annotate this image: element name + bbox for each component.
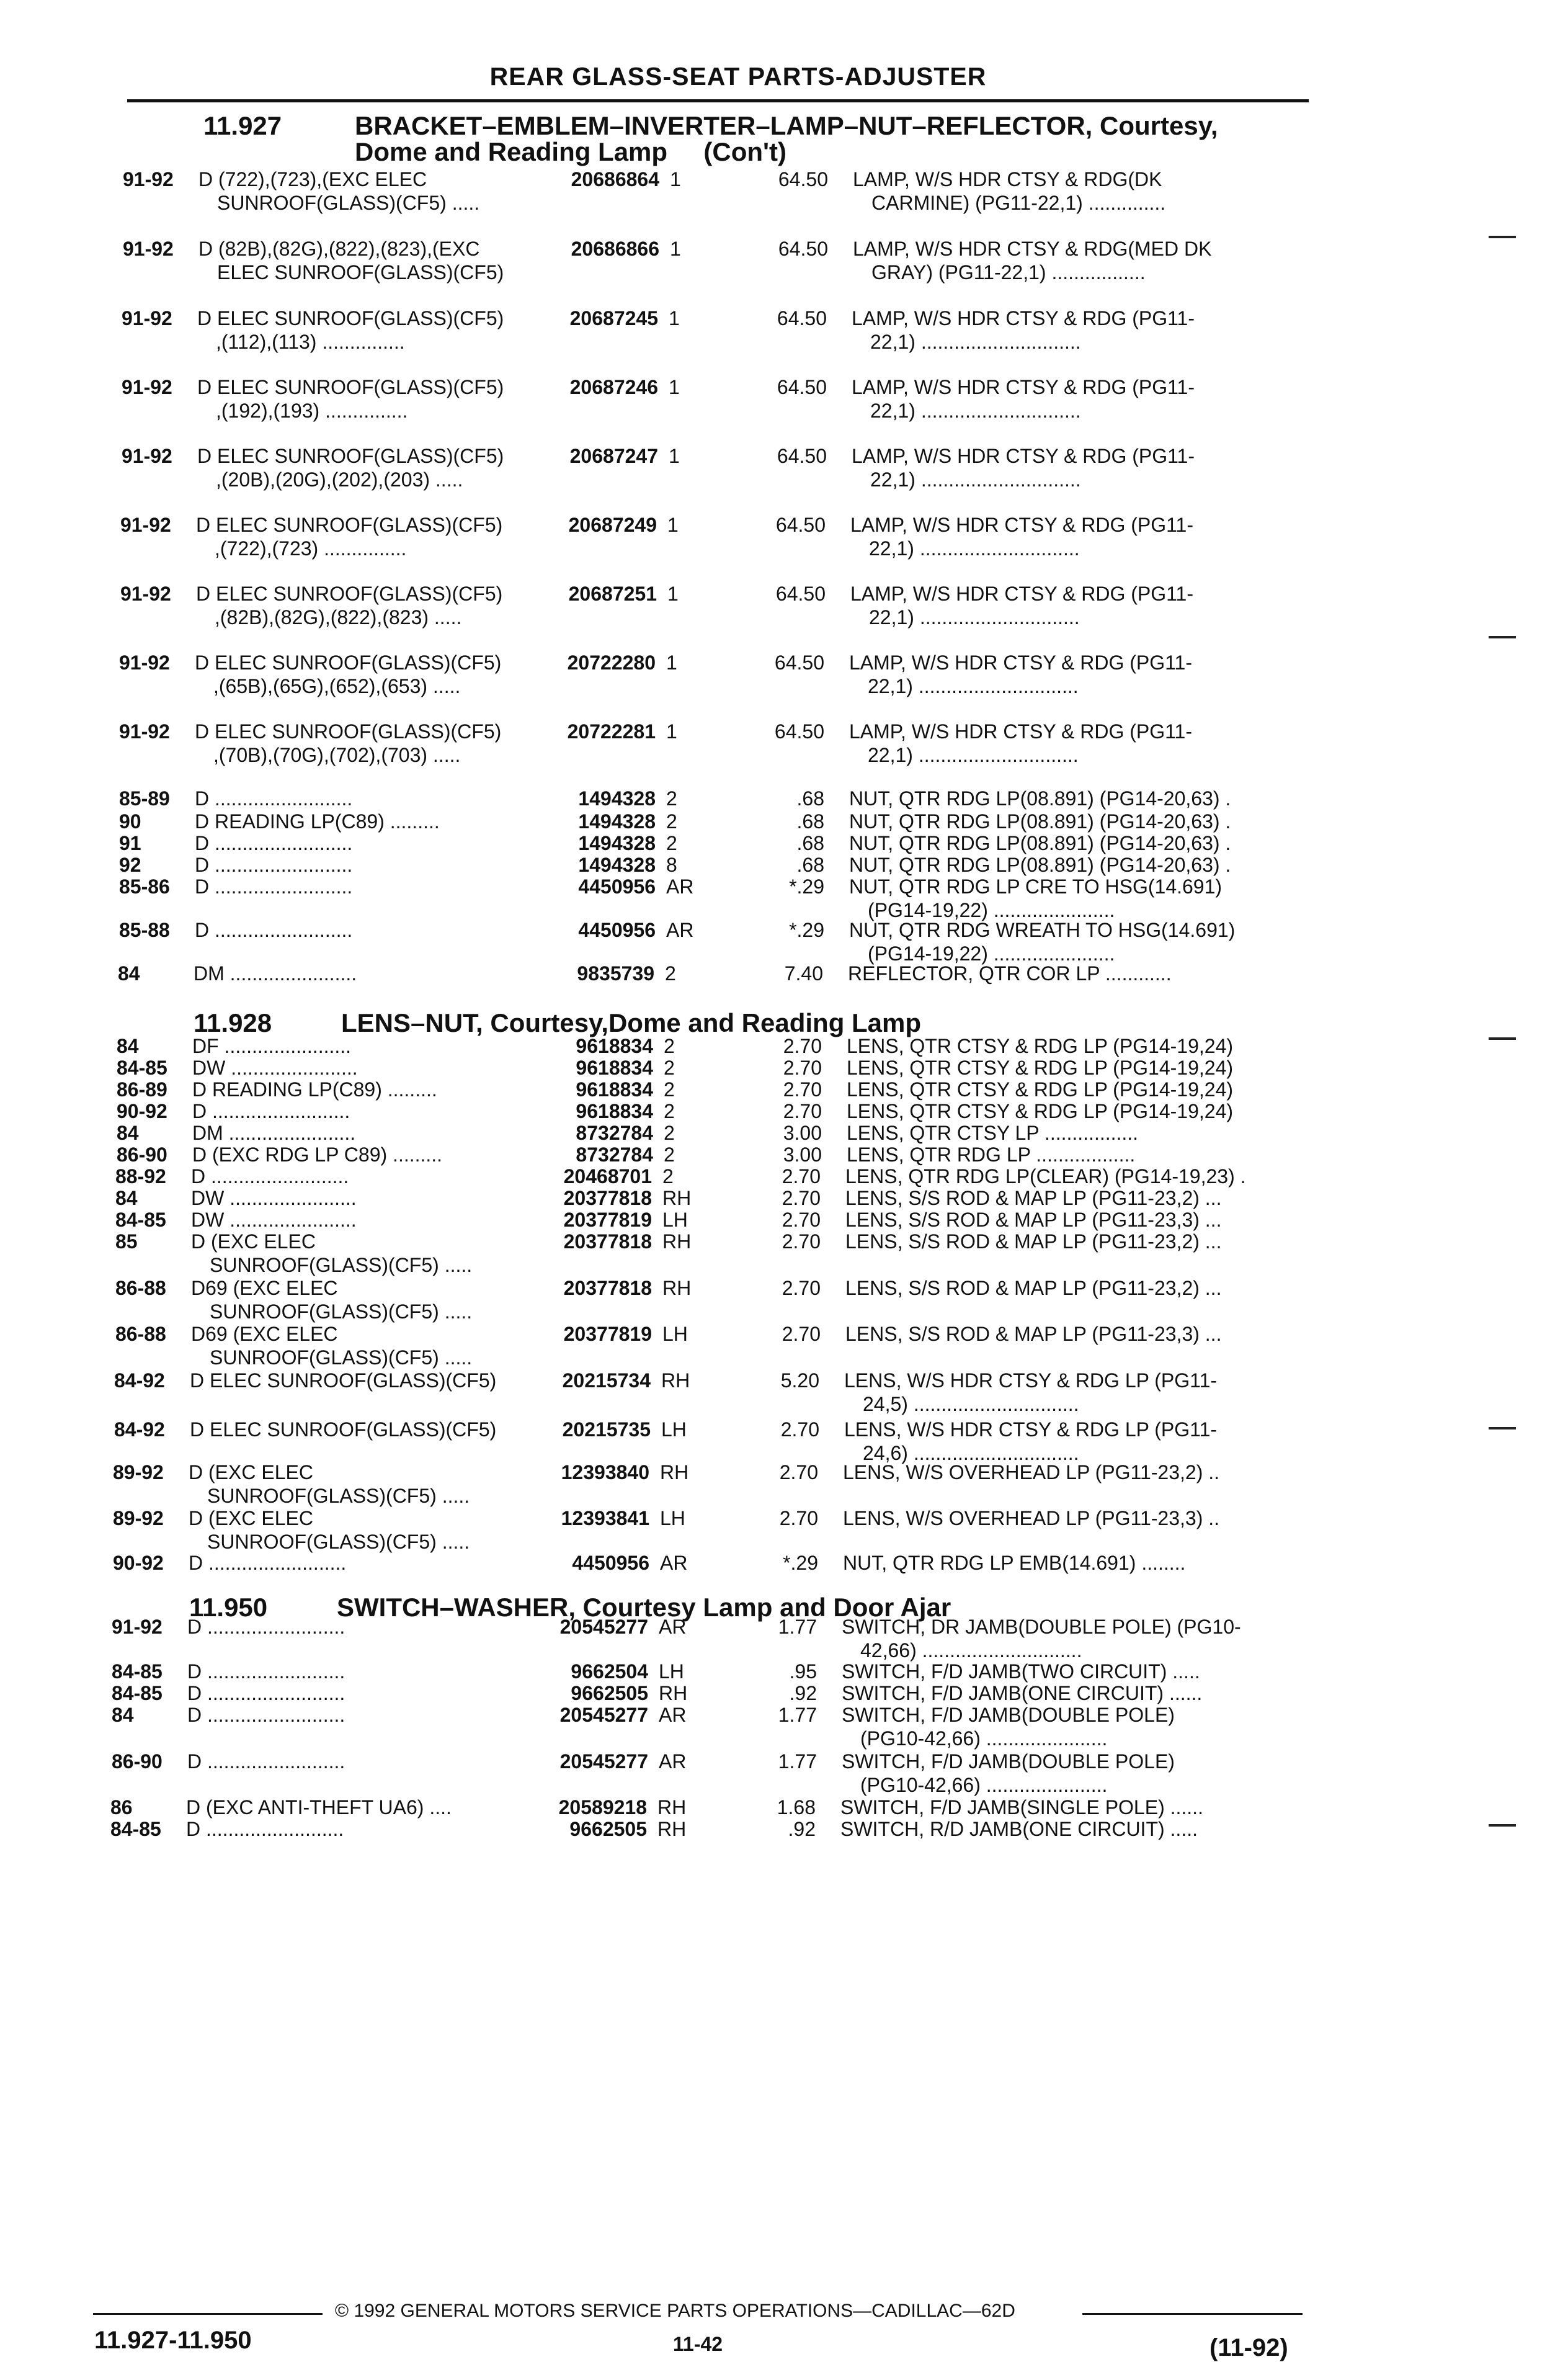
footer-page-number: 11-42 bbox=[673, 2333, 723, 2355]
part-name: NUT, QTR RDG LP(08.891) (PG14-20,63) . bbox=[849, 787, 1231, 810]
part-name-continued: (PG14-19,22) ...................... bbox=[868, 942, 1115, 965]
quantity: 2 bbox=[666, 832, 677, 854]
model-years: 86-90 bbox=[117, 1143, 167, 1166]
application-description: D READING LP(C89) ......... bbox=[192, 1078, 437, 1101]
price: 2.70 bbox=[782, 1230, 821, 1253]
model-years: 84-85 bbox=[117, 1057, 167, 1079]
part-name: LAMP, W/S HDR CTSY & RDG (PG11- bbox=[849, 720, 1192, 743]
model-years: 91-92 bbox=[122, 445, 172, 467]
part-name: SWITCH, F/D JAMB(DOUBLE POLE) bbox=[842, 1750, 1175, 1773]
application-description-continued: SUNROOF(GLASS)(CF5) ..... bbox=[210, 1346, 473, 1369]
part-number: 20545277 bbox=[559, 1616, 648, 1638]
section-number: 11.950 bbox=[189, 1593, 268, 1622]
model-years: 84-85 bbox=[112, 1682, 163, 1704]
application-description: D (EXC ELEC bbox=[191, 1230, 316, 1253]
quantity: AR bbox=[660, 1552, 688, 1574]
part-number: 20687251 bbox=[568, 583, 657, 605]
quantity: 2 bbox=[664, 1100, 675, 1122]
application-description: DW ....................... bbox=[192, 1057, 358, 1079]
application-description-continued: ,(70B),(70G),(702),(703) ..... bbox=[213, 744, 461, 766]
model-years: 84 bbox=[118, 962, 140, 985]
price: 2.70 bbox=[779, 1461, 818, 1483]
quantity: 2 bbox=[662, 1165, 674, 1188]
model-years: 84 bbox=[117, 1035, 139, 1057]
model-years: 89-92 bbox=[113, 1461, 164, 1483]
model-years: 91-92 bbox=[123, 168, 174, 190]
application-description: D ......................... bbox=[187, 1704, 345, 1726]
part-name: SWITCH, DR JAMB(DOUBLE POLE) (PG10- bbox=[842, 1616, 1241, 1638]
part-name: LAMP, W/S HDR CTSY & RDG(MED DK bbox=[853, 238, 1212, 260]
price: 64.50 bbox=[778, 168, 828, 190]
part-number: 20377818 bbox=[563, 1277, 652, 1299]
quantity: RH bbox=[660, 1461, 689, 1483]
price: *.29 bbox=[789, 919, 824, 941]
part-number: 1494328 bbox=[578, 832, 656, 854]
application-description-continued: ELEC SUNROOF(GLASS)(CF5) bbox=[217, 261, 504, 284]
part-name: SWITCH, R/D JAMB(ONE CIRCUIT) ..... bbox=[840, 1818, 1198, 1840]
application-description: D ......................... bbox=[187, 1660, 345, 1683]
price: 64.50 bbox=[777, 376, 827, 398]
model-years: 91-92 bbox=[122, 376, 172, 398]
application-description: D ......................... bbox=[186, 1818, 344, 1840]
price: 64.50 bbox=[777, 307, 827, 329]
quantity: AR bbox=[666, 919, 694, 941]
model-years: 91 bbox=[119, 832, 141, 854]
part-number: 20377818 bbox=[563, 1230, 652, 1253]
application-description: D ELEC SUNROOF(GLASS)(CF5) bbox=[195, 720, 502, 743]
quantity: AR bbox=[659, 1750, 687, 1773]
part-number: 1494328 bbox=[578, 810, 656, 833]
part-name: NUT, QTR RDG LP(08.891) (PG14-20,63) . bbox=[849, 854, 1231, 876]
quantity: 8 bbox=[666, 854, 677, 876]
part-name: LENS, W/S HDR CTSY & RDG LP (PG11- bbox=[844, 1369, 1218, 1392]
price: 2.70 bbox=[782, 1165, 821, 1188]
quantity: 1 bbox=[669, 307, 680, 329]
application-description: D69 (EXC ELEC bbox=[191, 1277, 338, 1299]
quantity: LH bbox=[660, 1507, 685, 1529]
part-name-continued: (PG14-19,22) ...................... bbox=[868, 899, 1115, 921]
part-name: NUT, QTR RDG LP CRE TO HSG(14.691) bbox=[849, 875, 1223, 898]
price: 2.70 bbox=[782, 1187, 821, 1209]
part-name: LENS, QTR RDG LP .................. bbox=[847, 1143, 1136, 1166]
model-years: 84 bbox=[115, 1187, 138, 1209]
part-name: LAMP, W/S HDR CTSY & RDG (PG11- bbox=[850, 583, 1193, 605]
part-name: SWITCH, F/D JAMB(ONE CIRCUIT) ...... bbox=[842, 1682, 1203, 1704]
quantity: LH bbox=[662, 1209, 688, 1231]
application-description: D (EXC ELEC bbox=[189, 1507, 313, 1529]
model-years: 84-85 bbox=[110, 1818, 161, 1840]
quantity: 2 bbox=[664, 1143, 675, 1166]
part-number: 20722280 bbox=[567, 651, 656, 674]
part-number: 20687245 bbox=[569, 307, 658, 329]
part-name: LAMP, W/S HDR CTSY & RDG (PG11- bbox=[850, 514, 1193, 536]
application-description: D ......................... bbox=[191, 1165, 349, 1188]
part-name: LENS, W/S OVERHEAD LP (PG11-23,3) .. bbox=[843, 1507, 1220, 1529]
application-description: D ELEC SUNROOF(GLASS)(CF5) bbox=[197, 307, 504, 329]
price: 3.00 bbox=[783, 1143, 822, 1166]
price: 1.68 bbox=[777, 1796, 816, 1818]
part-number: 9662505 bbox=[571, 1682, 648, 1704]
section-title: LENS–NUT, Courtesy,Dome and Reading Lamp bbox=[341, 1008, 922, 1037]
part-number: 9618834 bbox=[576, 1100, 653, 1122]
part-name: LENS, QTR CTSY & RDG LP (PG14-19,24) bbox=[847, 1100, 1234, 1122]
part-name: LAMP, W/S HDR CTSY & RDG (PG11- bbox=[852, 376, 1195, 398]
price: 3.00 bbox=[783, 1122, 822, 1144]
part-name: NUT, QTR RDG LP(08.891) (PG14-20,63) . bbox=[849, 832, 1231, 854]
part-number: 20687246 bbox=[569, 376, 658, 398]
price: 2.70 bbox=[782, 1209, 821, 1231]
quantity: 1 bbox=[667, 583, 679, 605]
application-description: D (EXC ANTI-THEFT UA6) .... bbox=[186, 1796, 452, 1818]
application-description: D ELEC SUNROOF(GLASS)(CF5) bbox=[190, 1369, 497, 1392]
application-description: DF ....................... bbox=[192, 1035, 352, 1057]
model-years: 84-92 bbox=[114, 1369, 165, 1392]
application-description: DM ....................... bbox=[192, 1122, 356, 1144]
quantity: RH bbox=[662, 1230, 692, 1253]
part-number: 20377819 bbox=[563, 1209, 652, 1231]
part-name-continued: (PG10-42,66) ...................... bbox=[860, 1774, 1108, 1796]
price: *.29 bbox=[789, 875, 824, 898]
model-years: 86-88 bbox=[115, 1277, 166, 1299]
application-description: D ......................... bbox=[195, 787, 353, 810]
part-number: 20686866 bbox=[571, 238, 659, 260]
model-years: 90 bbox=[119, 810, 141, 833]
price: 5.20 bbox=[780, 1369, 819, 1392]
price: 64.50 bbox=[775, 583, 826, 605]
part-number: 1494328 bbox=[578, 854, 656, 876]
part-name: LAMP, W/S HDR CTSY & RDG (PG11- bbox=[852, 445, 1195, 467]
price: 1.77 bbox=[778, 1704, 817, 1726]
model-years: 89-92 bbox=[113, 1507, 164, 1529]
application-description-continued: ,(192),(193) ............... bbox=[216, 400, 408, 422]
part-name: LENS, S/S ROD & MAP LP (PG11-23,3) ... bbox=[845, 1209, 1222, 1231]
application-description: D ELEC SUNROOF(GLASS)(CF5) bbox=[197, 445, 504, 467]
section-number: 11.928 bbox=[194, 1008, 272, 1037]
footer-section-range: 11.927-11.950 bbox=[94, 2327, 252, 2354]
application-description-continued: ,(82B),(82G),(822),(823) ..... bbox=[215, 606, 462, 629]
part-number: 20687249 bbox=[568, 514, 657, 536]
application-description-continued: SUNROOF(GLASS)(CF5) ..... bbox=[210, 1254, 473, 1276]
model-years: 92 bbox=[119, 854, 141, 876]
margin-mark bbox=[1489, 1824, 1516, 1827]
application-description: D (EXC ELEC bbox=[189, 1461, 313, 1483]
application-description: D ......................... bbox=[187, 1750, 345, 1773]
part-number: 20377818 bbox=[563, 1187, 652, 1209]
application-description: D ......................... bbox=[187, 1616, 345, 1638]
part-number: 20686864 bbox=[571, 168, 659, 190]
quantity: RH bbox=[662, 1187, 692, 1209]
price: 2.70 bbox=[780, 1418, 819, 1441]
quantity: 2 bbox=[664, 1078, 675, 1101]
part-number: 8732784 bbox=[576, 1143, 653, 1166]
price: 64.50 bbox=[774, 720, 824, 743]
model-years: 86-90 bbox=[112, 1750, 163, 1773]
part-name-continued: GRAY) (PG11-22,1) ................. bbox=[871, 261, 1146, 284]
section-title: SWITCH–WASHER, Courtesy Lamp and Door Ajar bbox=[337, 1593, 951, 1622]
application-description: D ELEC SUNROOF(GLASS)(CF5) bbox=[197, 376, 504, 398]
model-years: 90-92 bbox=[113, 1552, 164, 1574]
application-description: D ......................... bbox=[187, 1682, 345, 1704]
price: 2.70 bbox=[783, 1035, 822, 1057]
application-description: DW ....................... bbox=[191, 1209, 357, 1231]
part-name-continued: 22,1) ............................. bbox=[869, 537, 1080, 560]
application-description-continued: ,(112),(113) ............... bbox=[216, 331, 405, 353]
price: 64.50 bbox=[778, 238, 828, 260]
part-name: LAMP, W/S HDR CTSY & RDG(DK bbox=[853, 168, 1162, 190]
part-number: 20589218 bbox=[558, 1796, 647, 1818]
footer-date: (11-92) bbox=[1209, 2334, 1288, 2361]
quantity: LH bbox=[662, 1323, 688, 1345]
price: .92 bbox=[788, 1818, 816, 1840]
part-name: LENS, QTR CTSY & RDG LP (PG14-19,24) bbox=[847, 1035, 1234, 1057]
part-number: 4450956 bbox=[578, 875, 656, 898]
application-description: D READING LP(C89) ......... bbox=[195, 810, 440, 833]
application-description: D ......................... bbox=[195, 832, 353, 854]
model-years: 86 bbox=[110, 1796, 133, 1818]
application-description-continued: ,(65B),(65G),(652),(653) ..... bbox=[213, 675, 461, 697]
part-name: SWITCH, F/D JAMB(DOUBLE POLE) bbox=[842, 1704, 1175, 1726]
model-years: 84 bbox=[112, 1704, 134, 1726]
application-description: D ELEC SUNROOF(GLASS)(CF5) bbox=[190, 1418, 497, 1441]
part-number: 8732784 bbox=[576, 1122, 653, 1144]
application-description: D ......................... bbox=[195, 854, 353, 876]
price: 1.77 bbox=[778, 1616, 817, 1638]
part-name-continued: 22,1) ............................. bbox=[869, 606, 1080, 629]
part-name: NUT, QTR RDG LP EMB(14.691) ........ bbox=[843, 1552, 1186, 1574]
quantity: 1 bbox=[666, 651, 677, 674]
price: 2.70 bbox=[782, 1277, 821, 1299]
model-years: 91-92 bbox=[119, 651, 170, 674]
part-number: 4450956 bbox=[572, 1552, 649, 1574]
quantity: RH bbox=[659, 1682, 688, 1704]
quantity: 1 bbox=[670, 238, 681, 260]
part-number: 9662504 bbox=[571, 1660, 648, 1683]
part-number: 4450956 bbox=[578, 919, 656, 941]
application-description-continued: SUNROOF(GLASS)(CF5) ..... bbox=[207, 1485, 470, 1507]
part-name-continued: 22,1) ............................. bbox=[868, 675, 1079, 697]
page-header-title: REAR GLASS-SEAT PARTS-ADJUSTER bbox=[489, 62, 987, 91]
part-number: 20377819 bbox=[563, 1323, 652, 1345]
quantity: 2 bbox=[665, 962, 676, 985]
part-number: 9618834 bbox=[576, 1078, 653, 1101]
part-number: 12393841 bbox=[561, 1507, 649, 1529]
model-years: 91-92 bbox=[120, 514, 171, 536]
price: .68 bbox=[796, 787, 824, 810]
part-number: 12393840 bbox=[561, 1461, 649, 1483]
price: .68 bbox=[796, 832, 824, 854]
model-years: 85-88 bbox=[119, 919, 170, 941]
part-number: 9618834 bbox=[576, 1057, 653, 1079]
part-number: 20468701 bbox=[563, 1165, 652, 1188]
application-description-continued: SUNROOF(GLASS)(CF5) ..... bbox=[210, 1300, 473, 1323]
part-name: LENS, S/S ROD & MAP LP (PG11-23,2) ... bbox=[845, 1187, 1222, 1209]
model-years: 85 bbox=[115, 1230, 138, 1253]
quantity: LH bbox=[659, 1660, 684, 1683]
part-name-continued: 22,1) ............................. bbox=[868, 744, 1079, 766]
part-name: LENS, QTR CTSY & RDG LP (PG14-19,24) bbox=[847, 1078, 1234, 1101]
part-number: 20545277 bbox=[559, 1704, 648, 1726]
application-description: D ......................... bbox=[195, 919, 353, 941]
model-years: 91-92 bbox=[122, 307, 172, 329]
part-number: 20215734 bbox=[562, 1369, 651, 1392]
quantity: 1 bbox=[666, 720, 677, 743]
part-number: 9618834 bbox=[576, 1035, 653, 1057]
section-title-continued: Dome and Reading Lamp (Con't) bbox=[355, 137, 786, 166]
application-description: D (82B),(82G),(822),(823),(EXC bbox=[198, 238, 480, 260]
quantity: RH bbox=[657, 1818, 687, 1840]
quantity: AR bbox=[659, 1704, 687, 1726]
part-name: LENS, S/S ROD & MAP LP (PG11-23,2) ... bbox=[845, 1277, 1222, 1299]
part-name: LENS, QTR CTSY LP ................. bbox=[847, 1122, 1139, 1144]
header-rule bbox=[127, 99, 1309, 102]
price: 2.70 bbox=[779, 1507, 818, 1529]
application-description-continued: SUNROOF(GLASS)(CF5) ..... bbox=[217, 192, 480, 214]
part-name: SWITCH, F/D JAMB(TWO CIRCUIT) ..... bbox=[842, 1660, 1200, 1683]
part-name: LENS, W/S HDR CTSY & RDG LP (PG11- bbox=[844, 1418, 1218, 1441]
quantity: AR bbox=[666, 875, 694, 898]
quantity: 1 bbox=[669, 445, 680, 467]
model-years: 91-92 bbox=[120, 583, 171, 605]
part-name: LENS, S/S ROD & MAP LP (PG11-23,2) ... bbox=[845, 1230, 1222, 1253]
quantity: RH bbox=[657, 1796, 687, 1818]
quantity: RH bbox=[661, 1369, 690, 1392]
part-name: NUT, QTR RDG WREATH TO HSG(14.691) bbox=[849, 919, 1236, 941]
quantity: 1 bbox=[667, 514, 679, 536]
part-number: 20722281 bbox=[567, 720, 656, 743]
application-description: DM ....................... bbox=[194, 962, 357, 985]
part-name-continued: 24,5) .............................. bbox=[863, 1393, 1079, 1415]
application-description: D ELEC SUNROOF(GLASS)(CF5) bbox=[196, 514, 503, 536]
model-years: 85-89 bbox=[119, 787, 170, 810]
section-number: 11.927 bbox=[203, 111, 282, 140]
model-years: 90-92 bbox=[117, 1100, 167, 1122]
application-description: D ......................... bbox=[192, 1100, 350, 1122]
part-number: 1494328 bbox=[578, 787, 656, 810]
price: *.29 bbox=[783, 1552, 818, 1574]
part-name: REFLECTOR, QTR COR LP ............ bbox=[848, 962, 1172, 985]
model-years: 86-88 bbox=[115, 1323, 166, 1345]
application-description: D (EXC RDG LP C89) ......... bbox=[192, 1143, 443, 1166]
application-description: D ......................... bbox=[195, 875, 353, 898]
price: 64.50 bbox=[774, 651, 824, 674]
quantity: 2 bbox=[664, 1057, 675, 1079]
quantity: 1 bbox=[670, 168, 681, 190]
application-description-continued: ,(722),(723) ............... bbox=[215, 537, 407, 560]
price: 2.70 bbox=[782, 1323, 821, 1345]
price: 2.70 bbox=[783, 1078, 822, 1101]
margin-mark bbox=[1489, 1427, 1516, 1429]
margin-mark bbox=[1489, 236, 1516, 238]
part-number: 20545277 bbox=[559, 1750, 648, 1773]
application-description: D69 (EXC ELEC bbox=[191, 1323, 338, 1345]
quantity: RH bbox=[662, 1277, 692, 1299]
part-name: LAMP, W/S HDR CTSY & RDG (PG11- bbox=[849, 651, 1192, 674]
model-years: 86-89 bbox=[117, 1078, 167, 1101]
quantity: 2 bbox=[664, 1035, 675, 1057]
part-name-continued: 24,6) .............................. bbox=[863, 1442, 1079, 1464]
price: 7.40 bbox=[784, 962, 823, 985]
footer-rule-left bbox=[93, 2313, 323, 2315]
model-years: 84-85 bbox=[112, 1660, 163, 1683]
model-years: 85-86 bbox=[119, 875, 170, 898]
part-name: LENS, QTR RDG LP(CLEAR) (PG14-19,23) . bbox=[845, 1165, 1246, 1188]
application-description: D ELEC SUNROOF(GLASS)(CF5) bbox=[196, 583, 503, 605]
part-name: NUT, QTR RDG LP(08.891) (PG14-20,63) . bbox=[849, 810, 1231, 833]
price: 64.50 bbox=[777, 445, 827, 467]
model-years: 84-92 bbox=[114, 1418, 165, 1441]
quantity: AR bbox=[659, 1616, 687, 1638]
price: .68 bbox=[796, 854, 824, 876]
application-description: DW ....................... bbox=[191, 1187, 357, 1209]
part-name: LENS, S/S ROD & MAP LP (PG11-23,3) ... bbox=[845, 1323, 1222, 1345]
margin-mark bbox=[1489, 636, 1516, 638]
part-name: SWITCH, F/D JAMB(SINGLE POLE) ...... bbox=[840, 1796, 1203, 1818]
footer-copyright: © 1992 GENERAL MOTORS SERVICE PARTS OPERATIONS—CADILLAC—62D bbox=[335, 2301, 1015, 2321]
price: .95 bbox=[789, 1660, 817, 1683]
part-name-continued: 22,1) ............................. bbox=[870, 331, 1081, 353]
model-years: 88-92 bbox=[115, 1165, 166, 1188]
part-number: 9662505 bbox=[569, 1818, 647, 1840]
part-name: LENS, W/S OVERHEAD LP (PG11-23,2) .. bbox=[843, 1461, 1220, 1483]
model-years: 91-92 bbox=[119, 720, 170, 743]
quantity: 1 bbox=[669, 376, 680, 398]
price: 2.70 bbox=[783, 1057, 822, 1079]
quantity: 2 bbox=[666, 810, 677, 833]
quantity: 2 bbox=[664, 1122, 675, 1144]
footer-rule-right bbox=[1082, 2313, 1303, 2315]
model-years: 91-92 bbox=[112, 1616, 163, 1638]
price: 2.70 bbox=[783, 1100, 822, 1122]
quantity: 2 bbox=[666, 787, 677, 810]
part-name-continued: 22,1) ............................. bbox=[870, 400, 1081, 422]
price: 64.50 bbox=[775, 514, 826, 536]
part-number: 9835739 bbox=[577, 962, 654, 985]
model-years: 84-85 bbox=[115, 1209, 166, 1231]
application-description: D ......................... bbox=[189, 1552, 347, 1574]
part-name-continued: (PG10-42,66) ...................... bbox=[860, 1727, 1108, 1750]
price: 1.77 bbox=[778, 1750, 817, 1773]
section-title: BRACKET–EMBLEM–INVERTER–LAMP–NUT–REFLECTOR, Courtesy, bbox=[355, 111, 1218, 140]
part-number: 20687247 bbox=[569, 445, 658, 467]
application-description-continued: SUNROOF(GLASS)(CF5) ..... bbox=[207, 1531, 470, 1553]
model-years: 91-92 bbox=[123, 238, 174, 260]
price: .68 bbox=[796, 810, 824, 833]
application-description: D (722),(723),(EXC ELEC bbox=[198, 168, 427, 190]
part-name: LAMP, W/S HDR CTSY & RDG (PG11- bbox=[852, 307, 1195, 329]
quantity: LH bbox=[661, 1418, 687, 1441]
margin-mark bbox=[1489, 1037, 1516, 1040]
model-years: 84 bbox=[117, 1122, 139, 1144]
application-description-continued: ,(20B),(20G),(202),(203) ..... bbox=[216, 468, 463, 491]
part-name: LENS, QTR CTSY & RDG LP (PG14-19,24) bbox=[847, 1057, 1234, 1079]
part-name-continued: CARMINE) (PG11-22,1) .............. bbox=[871, 192, 1166, 214]
part-name-continued: 22,1) ............................. bbox=[870, 468, 1081, 491]
price: .92 bbox=[789, 1682, 817, 1704]
application-description: D ELEC SUNROOF(GLASS)(CF5) bbox=[195, 651, 502, 674]
part-name-continued: 42,66) ............................. bbox=[860, 1639, 1082, 1662]
part-number: 20215735 bbox=[562, 1418, 651, 1441]
